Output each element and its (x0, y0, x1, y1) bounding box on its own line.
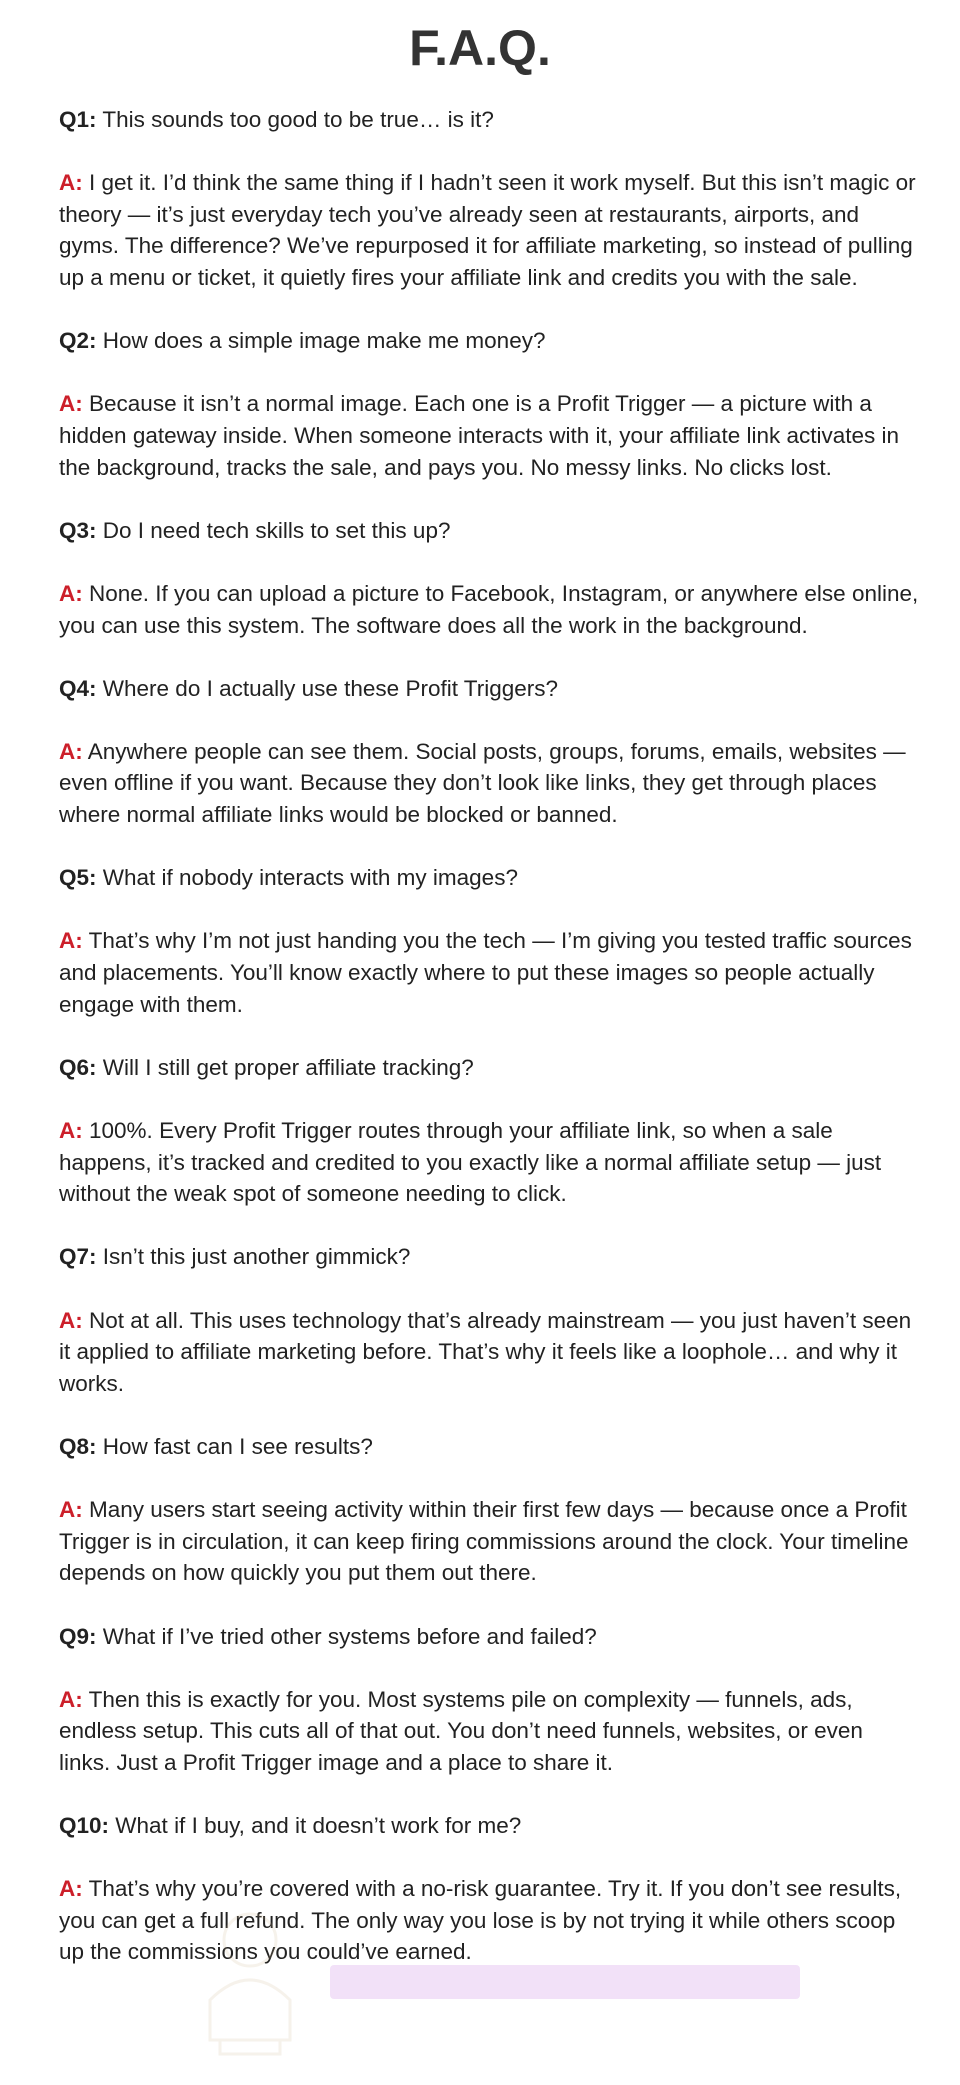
question-label: Q4: (59, 675, 97, 701)
question-label: Q6: (59, 1054, 97, 1080)
answer-label: A: (59, 1686, 83, 1712)
answer-text: Then this is exactly for you. Most systems pile on complexity — funnels, ads, endless setup. This cuts all of that out. You don’t need funnels, websites, or even links. Just a Profit Trigger image and a place to share it. (59, 1686, 863, 1775)
answer-label: A: (59, 170, 83, 196)
answer-text: Not at all. This uses technology that’s already mainstream — you just haven’t seen it applied to affiliate marketing before. That’s why it feels like a loophole… and why it works. (59, 1307, 912, 1396)
answer-label: A: (59, 1876, 83, 1902)
question-label: Q3: (59, 517, 97, 543)
answer-text: 100%. Every Profit Trigger routes through your affiliate link, so when a sale happens, it’s tracked and credited to you exactly like a normal affiliate setup — just without the weak spot of someone needing to click. (59, 1118, 882, 1207)
faq-question (59, 1241, 919, 1273)
faq-item (59, 673, 919, 831)
question-label: Q7: (59, 1244, 97, 1270)
faq-item (59, 862, 919, 1020)
page-title: F.A.Q. (409, 20, 551, 76)
faq-question (59, 862, 919, 894)
faq-answer (59, 1684, 919, 1779)
faq-question (59, 1621, 919, 1653)
answer-text: Anywhere people can see them. Social posts, groups, forums, emails, websites — even offline if you want. Because they don’t look like links, they get through places where normal affiliate links would be blocked or banned. (59, 738, 906, 828)
faq-answer (59, 1115, 919, 1210)
faq-answer (59, 1494, 919, 1589)
faq-item (59, 325, 919, 483)
question-text: How does a simple image make me money? (102, 328, 546, 354)
question-label: Q10: (59, 1813, 110, 1839)
faq-item (59, 1431, 919, 1589)
answer-label: A: (59, 928, 83, 954)
question-text: What if nobody interacts with my images? (102, 865, 518, 891)
faq-item (59, 1810, 919, 1968)
answer-text: None. If you can upload a picture to Facebook, Instagram, or anywhere else online, you can use this system. The software does all the work in the background. (59, 580, 919, 638)
faq-answer (59, 1305, 919, 1400)
question-text: How fast can I see results? (102, 1433, 373, 1459)
answer-label: A: (59, 1497, 83, 1523)
faq-item (59, 1052, 919, 1210)
faq-question (59, 1810, 919, 1842)
faq-answer (59, 388, 919, 483)
faq-answer (59, 167, 919, 293)
faq-item (59, 1621, 919, 1779)
answer-label: A: (59, 1118, 83, 1143)
question-text: What if I buy, and it doesn’t work for me? (115, 1813, 522, 1839)
faq-answer (59, 1873, 919, 1968)
faq-list (59, 104, 919, 2000)
answer-text: That’s why I’m not just handing you the tech — I’m giving you tested traffic sources and placements. You’ll know exactly where to put these images so people actually engage with them. (59, 928, 912, 1017)
answer-text: Because it isn’t a normal image. Each one is a Profit Trigger — a picture with a hidden gateway inside. When someone interacts with it, your affiliate link activates in the background, tracks the sale, and pays you. No messy links. No clicks lost. (59, 391, 900, 480)
faq-answer (59, 925, 919, 1020)
answer-label: A: (59, 1307, 83, 1333)
question-text: Do I need tech skills to set this up? (102, 517, 451, 543)
question-text: Where do I actually use these Profit Triggers? (102, 675, 558, 701)
faq-question (59, 104, 919, 136)
faq-item (59, 1241, 919, 1399)
question-label: Q9: (59, 1623, 97, 1649)
question-text: This sounds too good to be true… is it? (102, 107, 494, 132)
faq-item (59, 104, 919, 294)
faq-question (59, 1431, 919, 1463)
answer-label: A: (59, 580, 83, 606)
question-text: Isn’t this just another gimmick? (102, 1244, 411, 1270)
question-label: Q5: (59, 865, 97, 891)
faq-answer (59, 578, 919, 641)
faq-question (59, 673, 919, 705)
answer-text: I get it. I’d think the same thing if I hadn’t seen it work myself. But this isn’t magic or theory — it’s just everyday tech you’ve already seen at restaurants, airports, and gyms. The difference? We’ve repurposed it for affiliate marketing, so instead of pulling up a menu or ticket, it quietly fires your affiliate link and credits you with the sale. (59, 170, 916, 290)
faq-question (59, 1052, 919, 1084)
answer-text: That’s why you’re covered with a no-risk guarantee. Try it. If you don’t see results, you can get a full refund. The only way you lose is by not trying it while others scoop up the commissions you could’ve earned. (59, 1876, 902, 1965)
answer-label: A: (59, 738, 83, 764)
question-text: What if I’ve tried other systems before and failed? (102, 1623, 597, 1649)
faq-answer (59, 736, 919, 831)
faq-question (59, 515, 919, 547)
answer-text: Many users start seeing activity within their first few days — because once a Profit Trigger is in circulation, it can keep firing commissions around the clock. Your timeline depends on how quickly you put them out there. (59, 1497, 909, 1586)
faq-question (59, 325, 919, 357)
faq-item (59, 515, 919, 641)
question-text: Will I still get proper affiliate tracking? (102, 1054, 474, 1080)
question-label: Q2: (59, 328, 97, 354)
answer-label: A: (59, 391, 83, 417)
question-label: Q8: (59, 1433, 97, 1459)
question-label: Q1: (59, 107, 97, 132)
